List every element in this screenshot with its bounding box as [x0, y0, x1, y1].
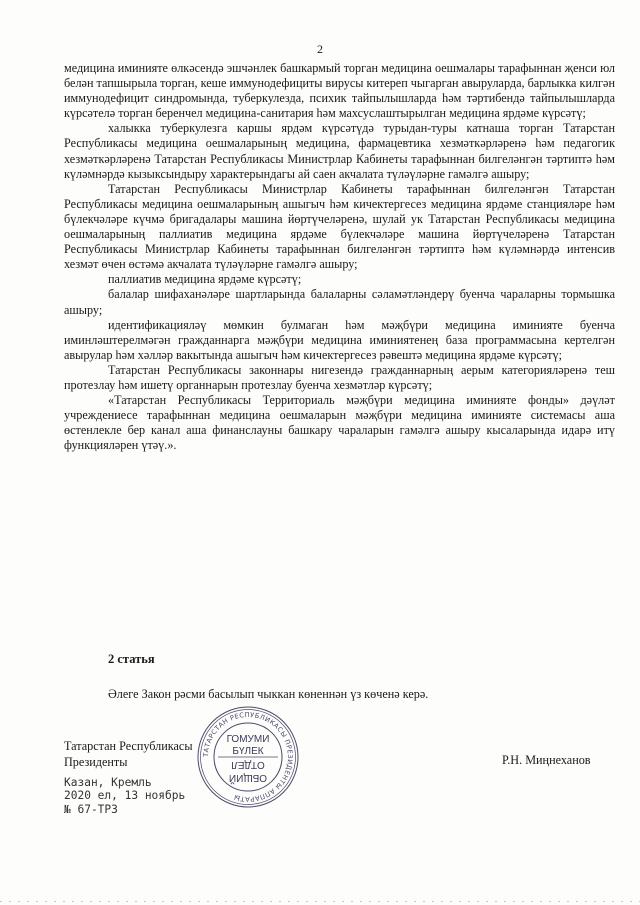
svg-text:ТАТАРСТАН РЕСПУБЛИКАСЫ ПРЕЗИДЕ: ТАТАРСТАН РЕСПУБЛИКАСЫ ПРЕЗИДЕНТЫ АППАРАТЫ: [201, 710, 295, 804]
paragraph: балалар шифаханәләре шартларында балаларны сәламәтләндерү буенча чараларны тормышка ашыру;: [64, 287, 615, 317]
paragraph: медицина иминияте өлкәсендә эшчәнлек башкармый торган медицина оешмалары тарафыннан җенси юл белән тапшырыла торган, кеше иммунодефициты вирусы китереп чыгарган авыруларда, барлыкка килгән иммунодефицит синдромында, туберкулезда, психик тайпылышларда һәм тәртибендә тайпылышларда күрсәтелә торган беренчел медицина-санитария һәм махсуслаштырылган медицина ярдәме күрсәтү;: [64, 61, 615, 121]
paragraph: идентификацияләү мөмкин булмаган һәм мәҗбүри медицина иминияте буенча иминләштерелмәгән гражданнарга мәҗбүри медицина иминиятенең база программасына кертелгән авырулар һәм хәлләр вакытында ашыгыч һәм кичектергесез рәвештә медицина ярдәме күрсәтү;: [64, 317, 615, 362]
signer-title: [64, 738, 193, 770]
footer-date: 2020 ел, 13 ноябрь: [64, 789, 186, 803]
signer-title-line: Татарстан Республикасы: [64, 739, 193, 753]
stamp-inner-line: ОБЩИЙ: [228, 772, 268, 783]
article-text: Әлеге Закон рәсми басылып чыккан көненнән үз көченә керә.: [108, 687, 429, 701]
footer-place: Казан, Кремль: [64, 776, 152, 789]
paragraph: паллиатив медицина ярдәме күрсәтү;: [108, 272, 302, 287]
law-text-body: [64, 61, 615, 453]
signer-name: Р.Н. Миңнеханов: [502, 753, 591, 767]
official-stamp: [196, 705, 300, 809]
paragraph: Татарстан Республикасы Министрлар Кабинеты тарафыннан билгеләнгән Татарстан Республикасы медицина оешмаларының ашыгыч һәм кичектергесез медицина ярдәме станцияләре һәм бүлекчәләре күчмә бригадалары машина йөртүчеләренә, шулай ук Татарстан Республикасы медицина оешмаларының паллиатив медицина ярдәме бүлекчәләре машина йөртүчеләренә Татарстан Республикасы Министрлар Кабинеты тарафыннан билгеләнгән тәртиптә һәм күләмнәрдә интенсив хезмәт өчен өстәмә акчалата түләүләрне гамәлгә ашыру;: [64, 181, 615, 272]
paragraph: «Татарстан Республикасы Территориаль мәҗбүри медицина иминияте фонды» дәүләт учреждениесе тарафыннан медицина оешмаларын мәҗбүри медицина иминияте системасы аша өстенлекле бер канал аша финанслауны башкару чараларын гамәлгә ашыру кысаларында идарә итү функцияләрен үтәү.».: [64, 393, 615, 453]
signer-title-line: Президенты: [64, 755, 128, 769]
paragraph: халыкка туберкулезга каршы ярдәм күрсәтүдә турыдан-туры катнаша торган Татарстан Республикасы медицина оешмаларының медицина, фармацевтика хезмәткәрләренә һәм педагогик хезмәткәрләренә Татарстан Республикасы Министрлар Кабинеты тарафыннан билгеләнгән тәртиптә һәм күләмнәрдә кызыксындыру характерындагы ай саен акчалата түләүләрне гамәлгә ашыру;: [64, 121, 615, 181]
footer-number: № 67-ТРЗ: [64, 802, 118, 816]
stamp-inner-line: БҮЛЕК: [232, 746, 264, 757]
scan-edge-line: [0, 901, 640, 902]
paragraph: Татарстан Республикасы законнары нигезендә гражданнарның аерым категорияләренә теш протезлау һәм ишетү органнарын протезлау буенча хезмәтләр күрсәтү;: [64, 362, 615, 392]
article-heading: 2 статья: [108, 652, 155, 666]
stamp-inner-line: ОТДЕЛ: [231, 759, 265, 770]
stamp-inner-line: ГОМУМИ: [226, 734, 270, 745]
document-footer: [64, 776, 185, 816]
page-number: 2: [317, 42, 323, 56]
